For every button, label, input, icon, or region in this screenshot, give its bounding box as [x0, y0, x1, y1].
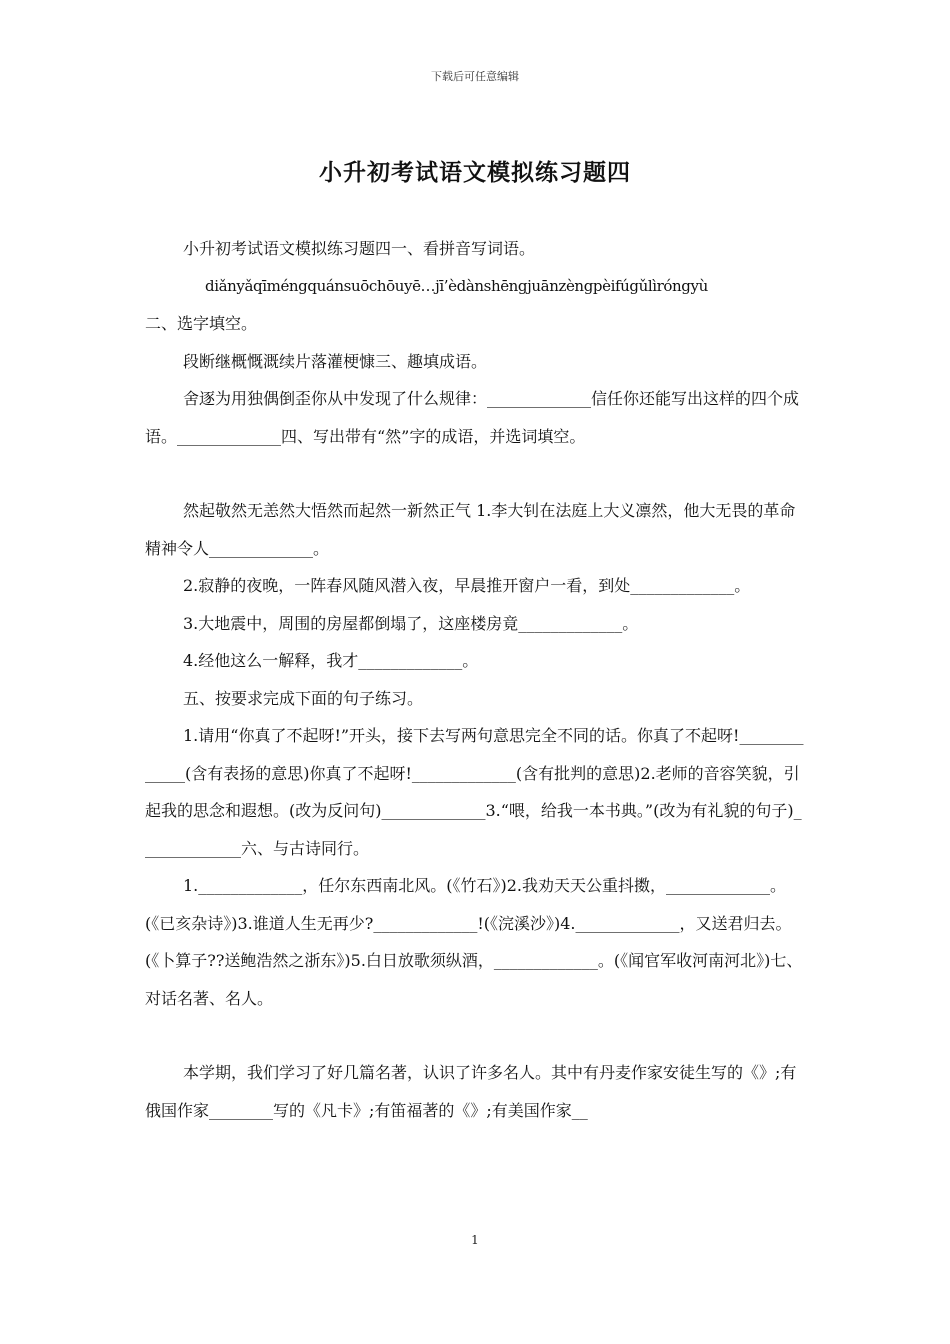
paragraph: 4.经他这么一解释，我才_____________。 [183, 651, 479, 670]
paragraph: 二、选字填空。 [145, 314, 258, 333]
paragraph: 2.寂静的夜晚，一阵春风随风潜入夜，早晨推开窗户一看，到处_____________。 [183, 576, 751, 595]
paragraph: 1.请用“你真了不起呀!”开头，接下去写两句意思完全不同的话。你真了不起呀!_____________(含有表扬的意思)你真了不起呀!_____________(含有批判的意思)2.老师的音容笑貌，引起我的思念和遐想。(改为反问句)_____________3.“喂，给我一本书典。”(改为有礼貌的句子)_____________六、与古诗同行。 [145, 726, 804, 858]
blank-line [145, 455, 807, 492]
paragraph: 1._____________，任尔东西南北风。(《竹石》)2.我劝天天公重抖擞，_____________。(《已亥杂诗》)3.谁道人生无再少?_____________!(《浣溪沙》)4._____________，又送君归去。(《卜算子??送鲍浩然之浙东》)5.白日放歌须纵酒，_____________。(《闻官军收河南河北》)七、对话名著、名人。 [145, 876, 803, 1008]
paragraph: 舍逐为用独偶倒歪你从中发现了什么规律：_____________信任你还能写出这样的四个成语。_____________四、写出带有“然”字的成语，并选词填空。 [145, 389, 800, 446]
paragraph: 段断继概慨溉续片落灌梗慷三、趣填成语。 [183, 351, 488, 371]
paragraph: 本学期，我们学习了好几篇名著，认识了许多名人。其中有丹麦作家安徒生写的《》;有俄国作家________写的《凡卡》;有笛福著的《》;有美国作家__ [145, 1063, 797, 1120]
page-number: 1 [471, 1233, 479, 1247]
blank-line [145, 1017, 807, 1054]
page-header: 下载后可任意编辑 [431, 70, 519, 83]
pinyin-line: diǎnyǎqīméngquánsuōchōuyē…jī’èdànshēngjuānzèngpèifúgǔlìróngyù [205, 276, 708, 295]
paragraph: 然起敬然无恙然大悟然而起然一新然正气 1.李大钊在法庭上大义凛然，他大无畏的革命精神令人_____________。 [145, 501, 796, 558]
document-title: 小升初考试语文模拟练习题四 [319, 159, 631, 186]
paragraph: 小升初考试语文模拟练习题四一、看拼音写词语。 [183, 239, 536, 258]
paragraph: 五、按要求完成下面的句子练习。 [183, 688, 424, 708]
paragraph: 3.大地震中，周围的房屋都倒塌了，这座楼房竟_____________。 [183, 613, 639, 633]
document-body [145, 230, 807, 1129]
